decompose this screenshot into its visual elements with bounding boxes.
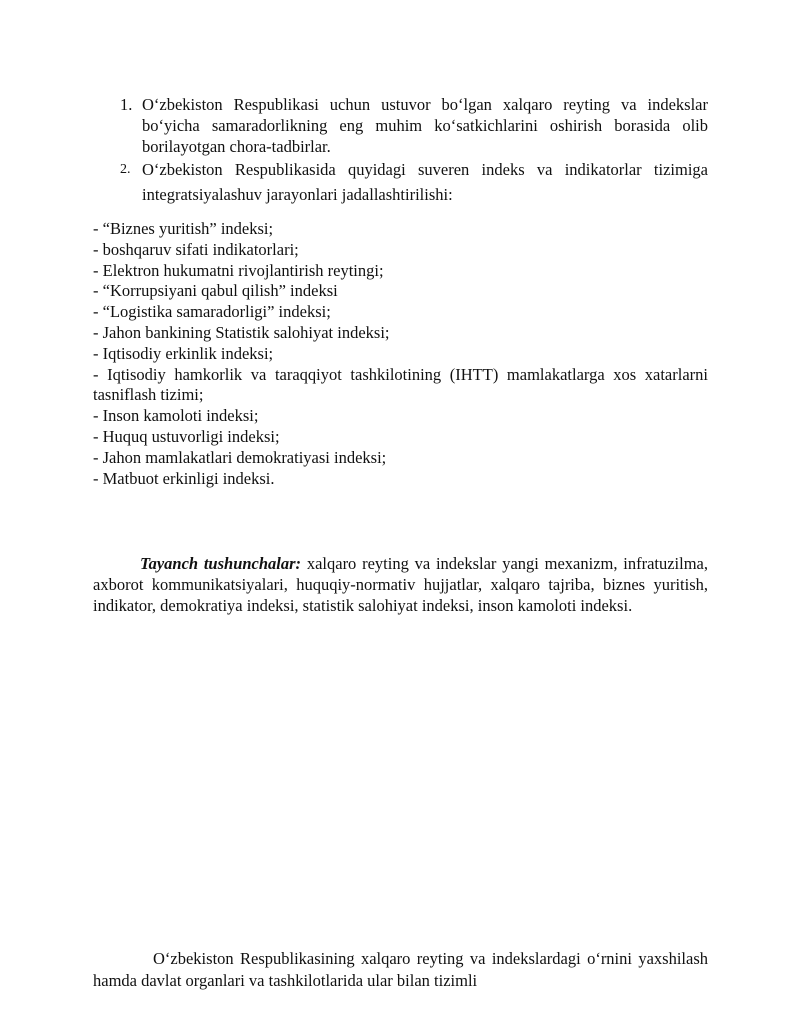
- key-concepts-lead: Tayanch tushunchalar:: [140, 554, 302, 573]
- list-item: - Iqtisodiy hamkorlik va taraqqiyot tashkilotining (IHTT) mamlakatlarga xos xatarlarni tasniflash tizimi;: [93, 364, 708, 405]
- list-item: - “Biznes yuritish” indeksi;: [93, 219, 274, 238]
- key-concepts-paragraph: [93, 553, 708, 616]
- list-item: - “Logistika samaradorligi” indeksi;: [93, 302, 331, 322]
- list-item: - Jahon bankining Statistik salohiyat indeksi;: [93, 322, 390, 342]
- numbered-item-1: [120, 94, 708, 157]
- list-item: - Huquq ustuvorligi indeksi;: [93, 426, 280, 446]
- numbered-item-2: [120, 157, 708, 207]
- item-text: O‘zbekiston Respublikasi uchun ustuvor bo‘lgan xalqaro reyting va indekslar bo‘yicha samaradorlikning eng muhim ko‘satkichlarini oshirish borasida olib borilayotgan chora-tadbirlar.: [142, 95, 708, 156]
- list-item: - Iqtisodiy erkinlik indeksi;: [93, 343, 274, 363]
- list-item: - boshqaruv sifati indikatorlari;: [93, 239, 299, 259]
- bottom-paragraph: O‘zbekiston Respublikasining xalqaro reyting va indekslardagi o‘rnini yaxshilash hamda davlat organlari va tashkilotlarida ular bilan tizimli: [93, 949, 708, 990]
- list-item: - Jahon mamlakatlari demokratiyasi indeksi;: [93, 447, 387, 467]
- list-item: - “Korrupsiyani qabul qilish” indeksi: [93, 281, 338, 301]
- index-list: [93, 219, 708, 489]
- item-number: 2.: [120, 162, 131, 177]
- list-item: - Elektron hukumatni rivojlantirish reytingi;: [93, 260, 384, 280]
- list-item: - Matbuot erkinligi indeksi.: [93, 468, 275, 488]
- item-number: 1.: [120, 95, 133, 114]
- numbered-list: [120, 94, 708, 207]
- item-text: O‘zbekiston Respublikasida quyidagi suveren indeks va indikatorlar tizimiga integratsiyalashuv jarayonlari jadallashtirilishi:: [142, 160, 708, 204]
- key-concepts-text: xalqaro reyting va indekslar yangi mexanizm, infratuzilma, axborot kommunikatsiyalari, huquqiy-normativ hujjatlar, xalqaro tajriba, biznes yuritish, indikator, demokratiya indeksi, statistik salohiyat indeksi, inson kamoloti indeksi.: [93, 554, 709, 615]
- list-item: - Inson kamoloti indeksi;: [93, 406, 259, 426]
